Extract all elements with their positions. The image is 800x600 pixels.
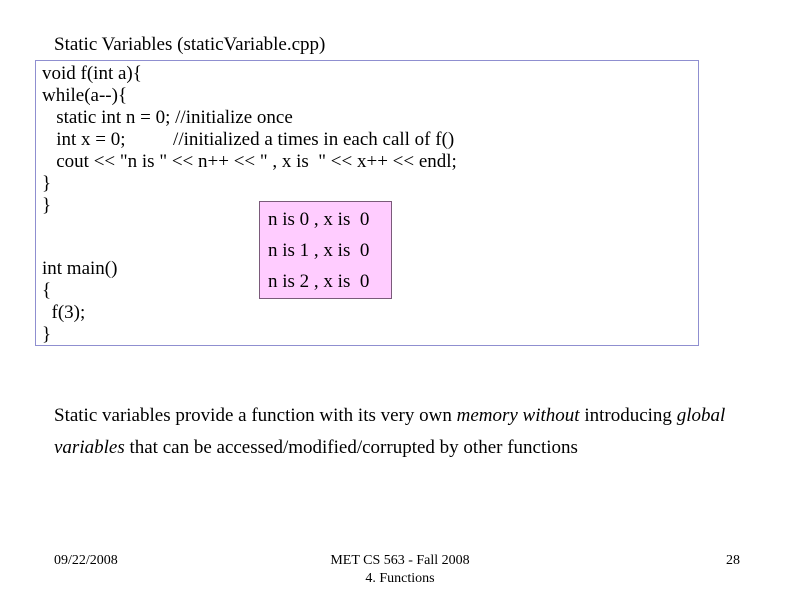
body-text-part-3: introducing — [579, 405, 677, 426]
body-italic-global: global variables — [54, 405, 726, 458]
code-line-5: cout << "n is " << n++ << " , x is " << x++ << endl; — [42, 151, 457, 172]
footer-course: MET CS 563 - Fall 2008 — [330, 553, 470, 568]
code-line-1: void f(int a){ — [42, 63, 142, 84]
footer-date: 09/22/2008 — [54, 553, 118, 568]
body-text-part-1: Static variables provide a function with its very own — [54, 405, 457, 426]
code-line-9: { — [42, 280, 52, 301]
code-line-10: f(3); — [42, 302, 86, 323]
code-line-11: } — [42, 324, 52, 345]
code-line-7: } — [42, 195, 52, 216]
footer-center — [250, 552, 550, 588]
output-line-2: n is 1 , x is 0 — [268, 240, 370, 261]
body-text-part-5: that can be accessed/modified/corrupted by other functions — [124, 437, 578, 458]
body-paragraph — [54, 400, 744, 464]
page-number: 28 — [726, 553, 740, 568]
code-line-6: } — [42, 173, 52, 194]
code-line-2: while(a--){ — [42, 85, 128, 106]
output-line-3: n is 2 , x is 0 — [268, 271, 370, 292]
code-line-3: static int n = 0; //initialize once — [42, 107, 293, 128]
slide-title: Static Variables (staticVariable.cpp) — [54, 34, 326, 55]
footer-subtitle: 4. Functions — [365, 571, 435, 586]
code-line-4: int x = 0; //initialized a times in each call of f() — [42, 129, 455, 150]
body-italic-memory: memory without — [456, 405, 580, 426]
code-line-8: int main() — [42, 258, 118, 279]
output-line-1: n is 0 , x is 0 — [268, 209, 370, 230]
